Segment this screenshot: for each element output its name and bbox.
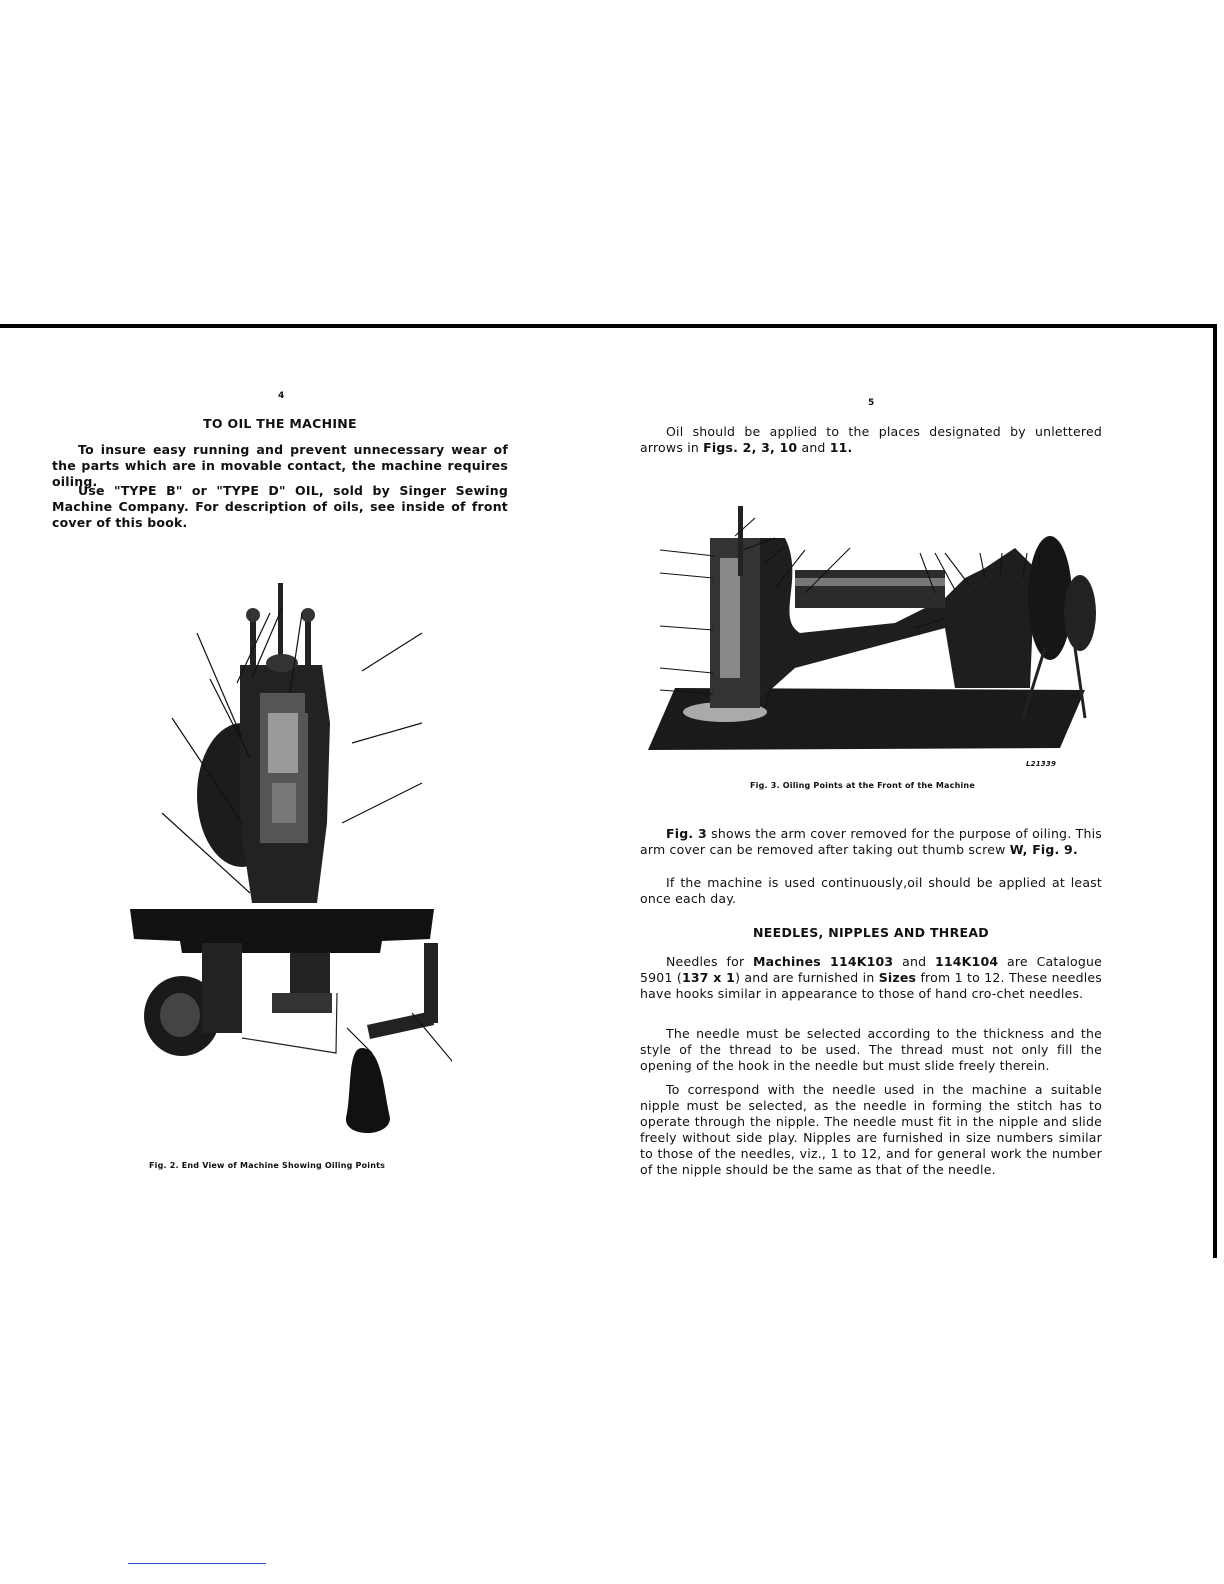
fig2-end-view-illustration bbox=[122, 573, 452, 1133]
fig3-caption: Fig. 3. Oiling Points at the Front of the Machine bbox=[750, 781, 975, 790]
section-heading: TO OIL THE MACHINE bbox=[203, 416, 357, 431]
intro-paragraph: To insure easy running and prevent unnecessary wear of the parts which are in movable contact, the machine requires oiling. bbox=[52, 442, 508, 489]
fig2-code: E3645 bbox=[350, 1119, 376, 1127]
oil-arrows-paragraph: Oil should be applied to the places designated by unlettered arrows in Figs. 2, 3, 10 and 11. bbox=[640, 424, 1102, 455]
fig3-code: L21339 bbox=[1026, 760, 1057, 768]
fig2-caption: Fig. 2. End View of Machine Showing Oiling Points bbox=[149, 1161, 386, 1170]
daily-oil-paragraph: If the machine is used continuously,oil should be applied at least once each day. bbox=[640, 875, 1102, 906]
needle-selection-paragraph: The needle must be selected according to the thickness and the style of the thread to be used. The thread must not only fill the opening of the hook in the needle but must slide freely therein. bbox=[640, 1026, 1102, 1073]
arm-cover-paragraph: Fig. 3 shows the arm cover removed for the purpose of oiling. This arm cover can be removed after taking out thumb screw W, Fig. 9. bbox=[640, 826, 1102, 857]
scanned-spread bbox=[0, 324, 1217, 1258]
fig3-front-view-illustration bbox=[645, 478, 1115, 768]
needles-heading: NEEDLES, NIPPLES AND THREAD bbox=[753, 925, 989, 940]
nipple-paragraph: To correspond with the needle used in the machine a suitable nipple must be selected, as the needle in forming the stitch has to operate through the nipple. The needle must fit in the nipple and slide freely without side play. Nipples are furnished in size numbers similar to those of the needles, viz., 1 to 12, and for general work the number of the nipple should be the same as that of the needle. bbox=[640, 1082, 1102, 1177]
needles-paragraph: Needles for Machines 114K103 and 114K104 are Catalogue 5901 (137 x 1) and are furnished in Sizes from 1 to 12. These needles have hooks similar in appearance to those of hand cro-chet needles. bbox=[640, 954, 1102, 1001]
oil-type-paragraph: Use "TYPE B" or "TYPE D" OIL, sold by Singer Sewing Machine Company. For description of oils, see inside of front cover of this book. bbox=[52, 483, 508, 530]
page-number: 5 bbox=[868, 398, 875, 408]
bottom-blue-rule bbox=[128, 1563, 266, 1564]
page-number: 4 bbox=[278, 391, 285, 401]
